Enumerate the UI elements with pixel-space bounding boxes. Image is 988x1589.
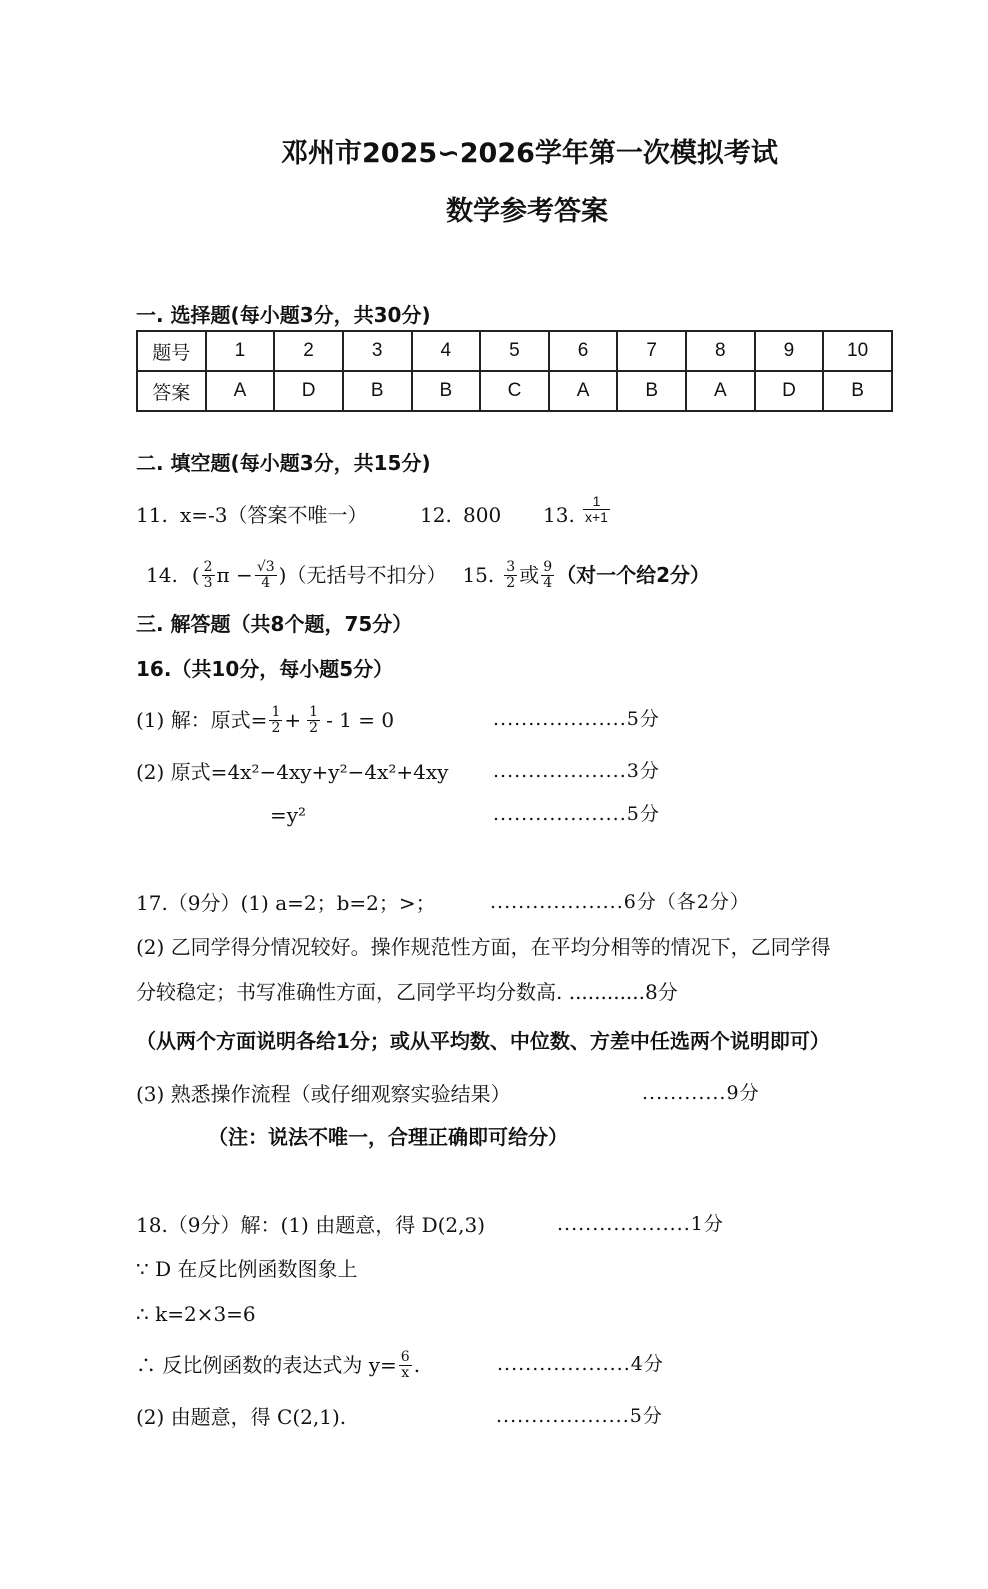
section1-heading: 一. 选择题(每小题3分，共30分) <box>136 303 431 327</box>
q16-1-prefix: (1) 解：原式= <box>136 708 268 732</box>
q17-score1: ...................6分（各2分） <box>490 891 750 913</box>
q16-1-score: ...................5分 <box>493 708 660 730</box>
q13-numerator: 1 <box>583 494 610 510</box>
q18-score4: ...................4分 <box>497 1353 664 1375</box>
table-cell: B <box>412 371 481 411</box>
table-cell: 6 <box>549 331 618 371</box>
q18-line4-suffix: . <box>413 1353 421 1377</box>
table-cell: B <box>823 371 892 411</box>
q16-2-line1: (2) 原式=4x²−4xy+y²−4x²+4xy <box>136 760 449 784</box>
q17-note2: （注：说法不唯一，合理正确即可给分） <box>208 1125 568 1149</box>
q18-score1: ...................1分 <box>557 1213 724 1235</box>
table-cell: 5 <box>480 331 549 371</box>
q13-denominator: x+1 <box>585 508 608 525</box>
q15-f1-num: 3 <box>506 558 516 575</box>
table-cell: A <box>549 371 618 411</box>
q11-answer: x=-3（答案不唯一） <box>180 503 368 527</box>
table-cell: 3 <box>343 331 412 371</box>
q18-line3: ∴ k=2×3=6 <box>136 1302 256 1326</box>
q15-note: （对一个给2分） <box>556 563 711 587</box>
page-title: 邓州市2025∽2026学年第一次模拟考试 <box>281 138 778 169</box>
table-cell: B <box>343 371 412 411</box>
q14-label: 14. <box>146 563 178 587</box>
q13-fraction <box>581 494 612 524</box>
q15-f1-den: 2 <box>506 574 516 591</box>
q18-line2: ∵ D 在反比例函数图象上 <box>136 1257 358 1281</box>
q17-line2: (2) 乙同学得分情况较好。操作规范性方面，在平均分相等的情况下，乙同学得 <box>136 935 831 959</box>
q16-1-plus: + <box>284 708 302 732</box>
q18-line1: 18.（9分）解：(1) 由题意，得 D(2,3) <box>136 1213 486 1237</box>
q18-line4-den: x <box>401 1364 410 1381</box>
q14-f1-num: 2 <box>203 558 213 575</box>
q16-heading: 16.（共10分，每小题5分） <box>136 657 394 681</box>
q16-1-f-den: 2 <box>271 719 281 736</box>
q16-1-g-den: 2 <box>309 719 319 736</box>
q15-label: 15. <box>462 563 495 587</box>
q16-1-g-num: 1 <box>309 703 319 720</box>
table-cell: 4 <box>412 331 481 371</box>
q14-pi-minus: π − <box>216 563 253 587</box>
q16-2-score1: ...................3分 <box>493 760 660 782</box>
q14-line <box>146 555 710 595</box>
q17-line4: (3) 熟悉操作流程（或仔细观察实验结果） <box>136 1082 511 1106</box>
table-cell: 1 <box>206 331 275 371</box>
q14-open-paren: ( <box>191 563 200 587</box>
q12-label: 12. <box>420 503 452 527</box>
table-cell: 10 <box>823 331 892 371</box>
q17-line1: 17.（9分）(1) a=2；b=2；>； <box>136 891 436 915</box>
q15-f2-num: 9 <box>543 558 553 575</box>
q16-1-f-num: 1 <box>271 703 281 720</box>
q14-note: )（无括号不扣分） <box>278 563 447 587</box>
q18-score5: ...................5分 <box>496 1405 663 1427</box>
table-cell: B <box>617 371 686 411</box>
answer-table <box>136 330 893 412</box>
q14-f1-den: 3 <box>203 574 213 591</box>
table-row-answers <box>137 371 892 411</box>
section2-heading: 二. 填空题(每小题3分，共15分) <box>136 451 431 475</box>
page-subtitle: 数学参考答案 <box>446 196 608 227</box>
table-cell: A <box>686 371 755 411</box>
q16-1-line <box>136 700 394 740</box>
q15-or: 或 <box>519 563 540 587</box>
section3-heading: 三. 解答题（共8个题，75分） <box>136 612 413 636</box>
table-row-numbers <box>137 331 892 371</box>
q11-label: 11. <box>136 503 168 527</box>
q18-line4-num: 6 <box>400 1348 410 1365</box>
q18-line5: (2) 由题意，得 C(2,1). <box>136 1405 347 1429</box>
q18-line4-prefix: ∴ 反比例函数的表达式为 y= <box>136 1353 397 1377</box>
q13-label: 13. <box>543 503 575 527</box>
q12-answer: 800 <box>463 503 502 527</box>
q18-line4 <box>136 1345 420 1385</box>
table-cell: 9 <box>755 331 824 371</box>
q17-line3: 分较稳定；书写准确性方面，乙同学平均分数高. ............8分 <box>136 980 678 1004</box>
q16-2-score2: ...................5分 <box>493 803 660 825</box>
q17-note1: （从两个方面说明各给1分；或从平均数、中位数、方差中任选两个说明即可） <box>136 1029 830 1053</box>
table-cell: A <box>206 371 275 411</box>
q14-f2-num: √3 <box>256 558 275 575</box>
q14-f2-den: 4 <box>261 574 271 591</box>
q16-2-line2: =y² <box>270 803 307 827</box>
table-cell: D <box>755 371 824 411</box>
table-cell: 7 <box>617 331 686 371</box>
table-cell: 8 <box>686 331 755 371</box>
table-header-number: 题号 <box>137 331 206 371</box>
q16-1-rest: - 1 = 0 <box>326 708 395 732</box>
table-cell: C <box>480 371 549 411</box>
q17-score4: ............9分 <box>642 1082 760 1104</box>
q15-f2-den: 4 <box>543 574 553 591</box>
table-header-answer: 答案 <box>137 371 206 411</box>
table-cell: 2 <box>274 331 343 371</box>
table-cell: D <box>274 371 343 411</box>
